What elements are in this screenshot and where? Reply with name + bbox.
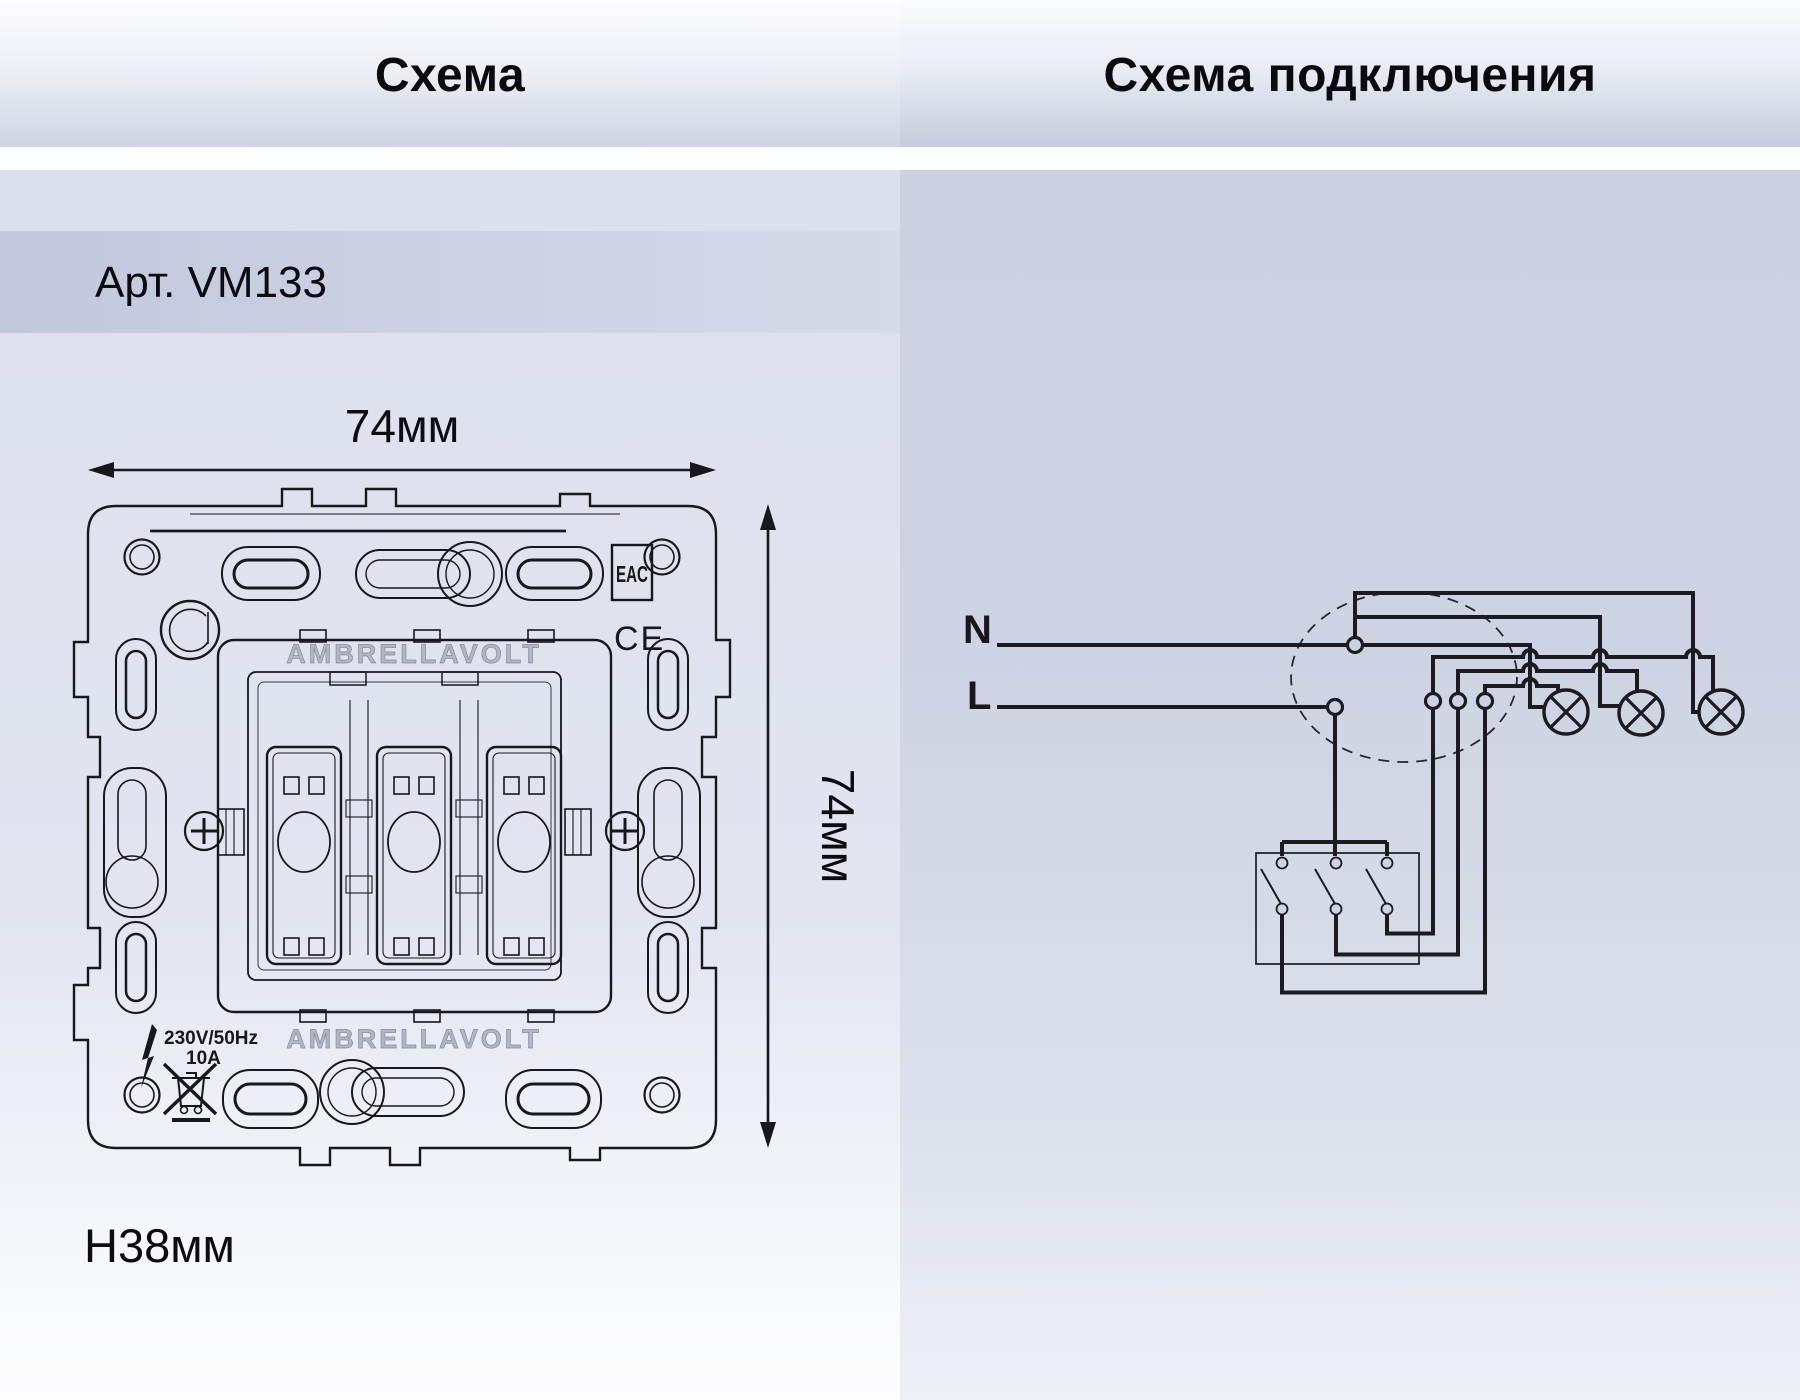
article-label: Арт. VM133 bbox=[95, 258, 327, 307]
mount-plate-outline bbox=[74, 489, 730, 1165]
gang1-wire bbox=[1282, 679, 1558, 993]
brand-text-top: AMBRELLAVOLT bbox=[286, 639, 542, 669]
right-side-slots bbox=[638, 639, 700, 1013]
lamp-icon-1 bbox=[1544, 690, 1588, 734]
line-junction-dot bbox=[1328, 700, 1343, 715]
bottom-keyhole-slot bbox=[320, 1060, 464, 1124]
lamp-icon-2 bbox=[1619, 691, 1663, 735]
wiring-diagram bbox=[963, 592, 1743, 993]
dimension-height bbox=[760, 504, 864, 1148]
rocker-switch-3 bbox=[487, 747, 561, 964]
lamp-icons bbox=[1544, 690, 1743, 735]
rocker-switch-1 bbox=[267, 747, 341, 964]
bottom-slot-row bbox=[223, 1060, 601, 1128]
brand-text-bottom: AMBRELLAVOLT bbox=[286, 1024, 542, 1054]
left-fixing-screw-icon bbox=[185, 809, 244, 855]
rating-current: 10A bbox=[186, 1048, 221, 1069]
top-keyhole-slot bbox=[356, 542, 502, 606]
left-side-slots bbox=[104, 639, 166, 1013]
top-slot-row bbox=[222, 542, 603, 606]
svg-text:EAC: EAC bbox=[616, 561, 648, 587]
rating-voltage: 230V/50Hz bbox=[164, 1028, 259, 1049]
rocker-switch-2 bbox=[377, 747, 451, 964]
left-column-title: Схема bbox=[374, 49, 526, 102]
mechanism-drawing bbox=[74, 400, 864, 1272]
line-label: L bbox=[967, 674, 992, 718]
ce-mark: CE bbox=[614, 620, 666, 658]
dimension-width bbox=[88, 400, 716, 478]
weee-bin-icon bbox=[164, 1064, 216, 1120]
neutral-label: N bbox=[963, 608, 992, 652]
line-feed-to-switch bbox=[1282, 715, 1387, 857]
switched-wires bbox=[1282, 650, 1713, 993]
dimension-depth-label: H38мм bbox=[84, 1219, 235, 1272]
brand-logo-icon bbox=[161, 601, 219, 659]
dimension-height-label: 74мм bbox=[812, 768, 864, 884]
terminal-dots bbox=[1328, 638, 1493, 715]
dimension-width-label: 74мм bbox=[344, 400, 460, 452]
supply-wires bbox=[997, 593, 1699, 856]
neutral-junction-dot bbox=[1348, 638, 1363, 653]
lamp-icon-3 bbox=[1699, 690, 1743, 734]
right-fixing-screw-icon bbox=[565, 809, 644, 855]
right-column-title: Схема подключения bbox=[1103, 49, 1597, 102]
